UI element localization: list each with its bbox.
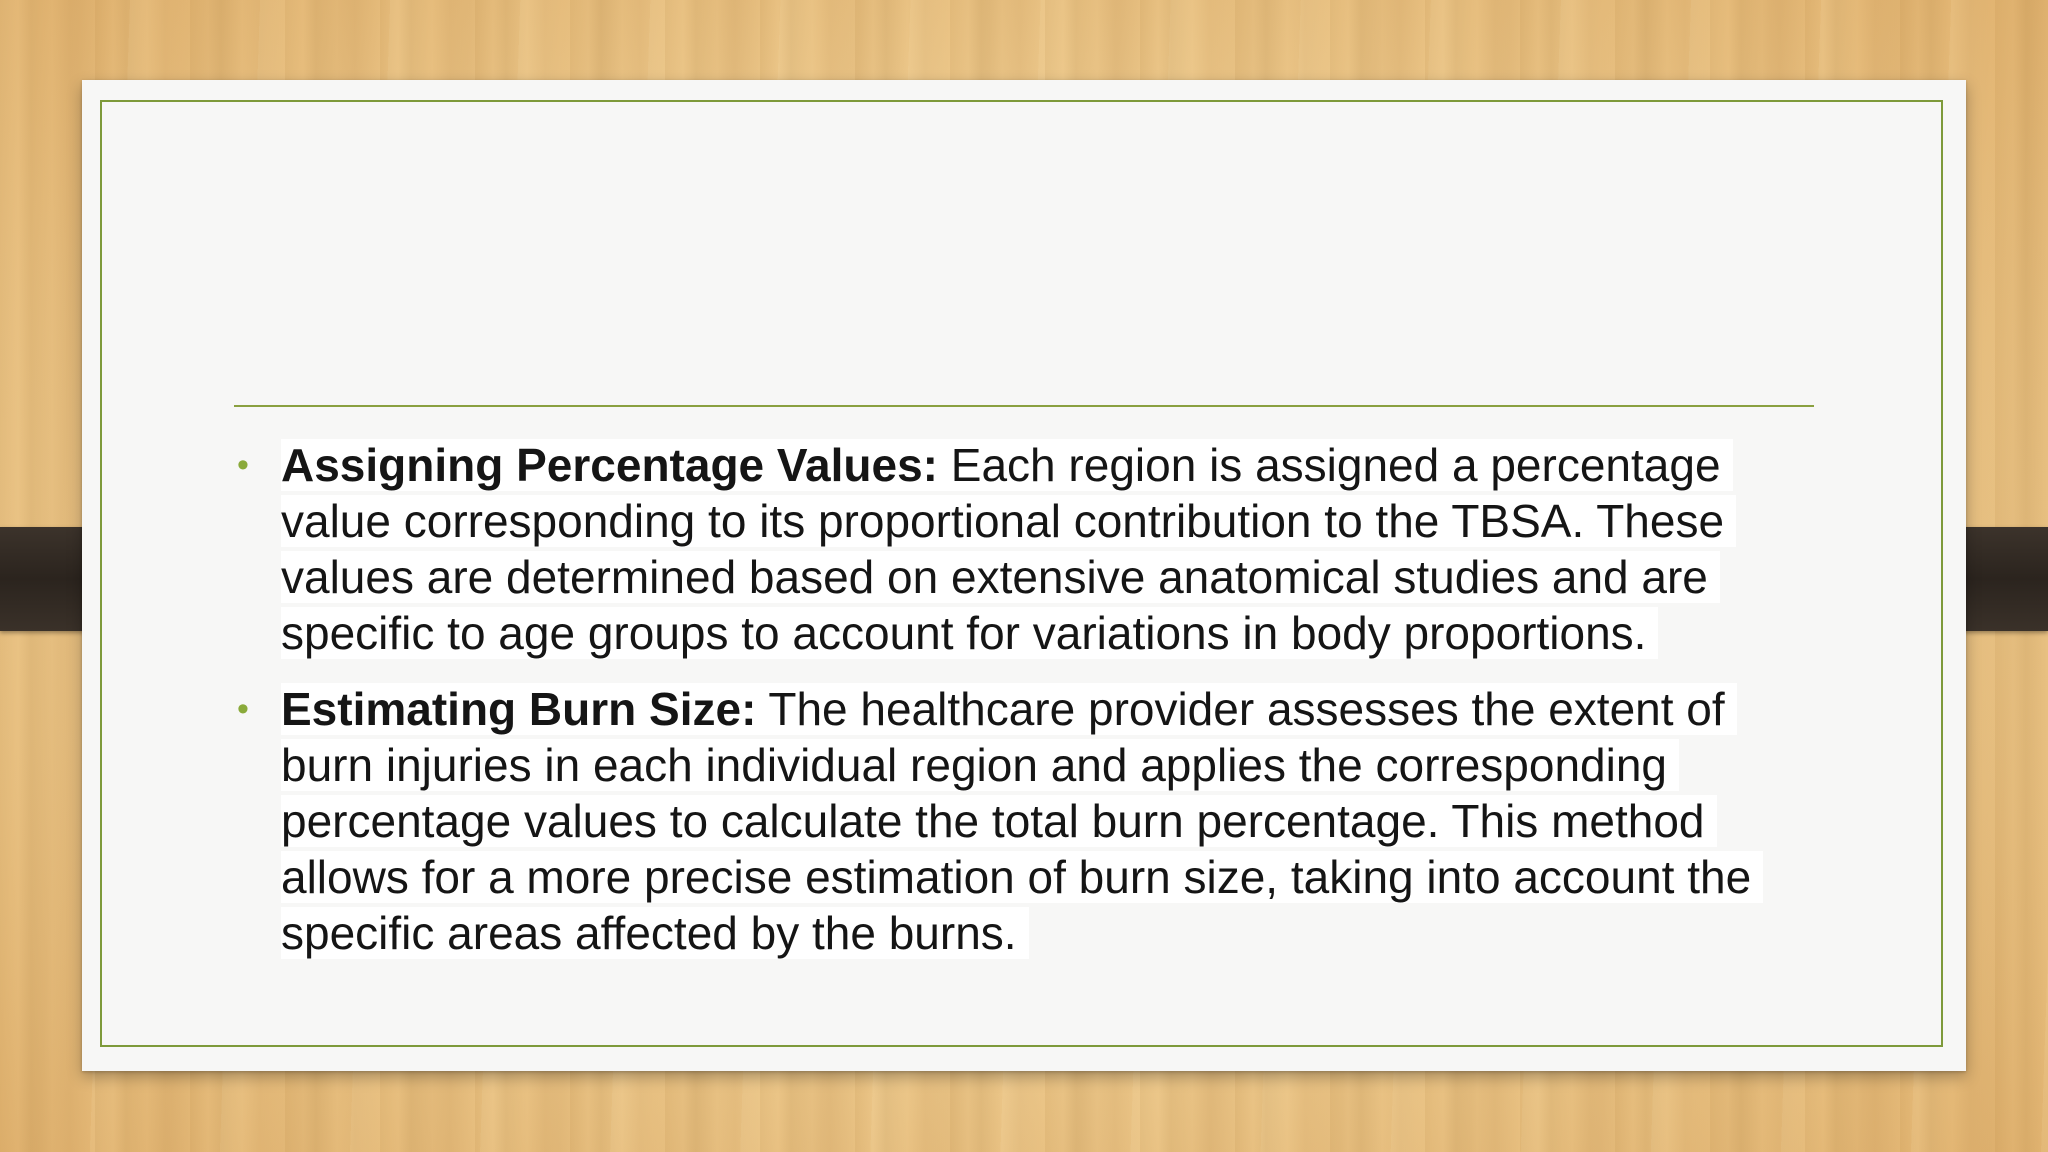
bullet-dot-icon: • — [237, 446, 249, 484]
bullet-body: The healthcare provider assesses the extent of burn injuries in each individual region and applies the corresponding percentage values to calculate the total burn percentage. This method allows for a more precise estimation of burn size, taking into account the specific areas affected by the burns. — [281, 683, 1763, 959]
slide — [82, 80, 1966, 1071]
bullet-item — [234, 681, 1794, 961]
bullet-dot-icon: • — [237, 690, 249, 728]
bullet-heading: Assigning Percentage Values: — [281, 439, 939, 491]
bullet-text — [281, 437, 1794, 661]
bullet-heading: Estimating Burn Size: — [281, 683, 757, 735]
title-divider — [234, 405, 1814, 407]
bullet-item — [234, 437, 1794, 661]
bullet-list — [234, 437, 1794, 981]
bullet-text — [281, 681, 1794, 961]
bullet-body: Each region is assigned a percentage value corresponding to its proportional contribution to the TBSA. These values are determined based on extensive anatomical studies and are specific to age groups to account for variations in body proportions. — [281, 439, 1736, 659]
